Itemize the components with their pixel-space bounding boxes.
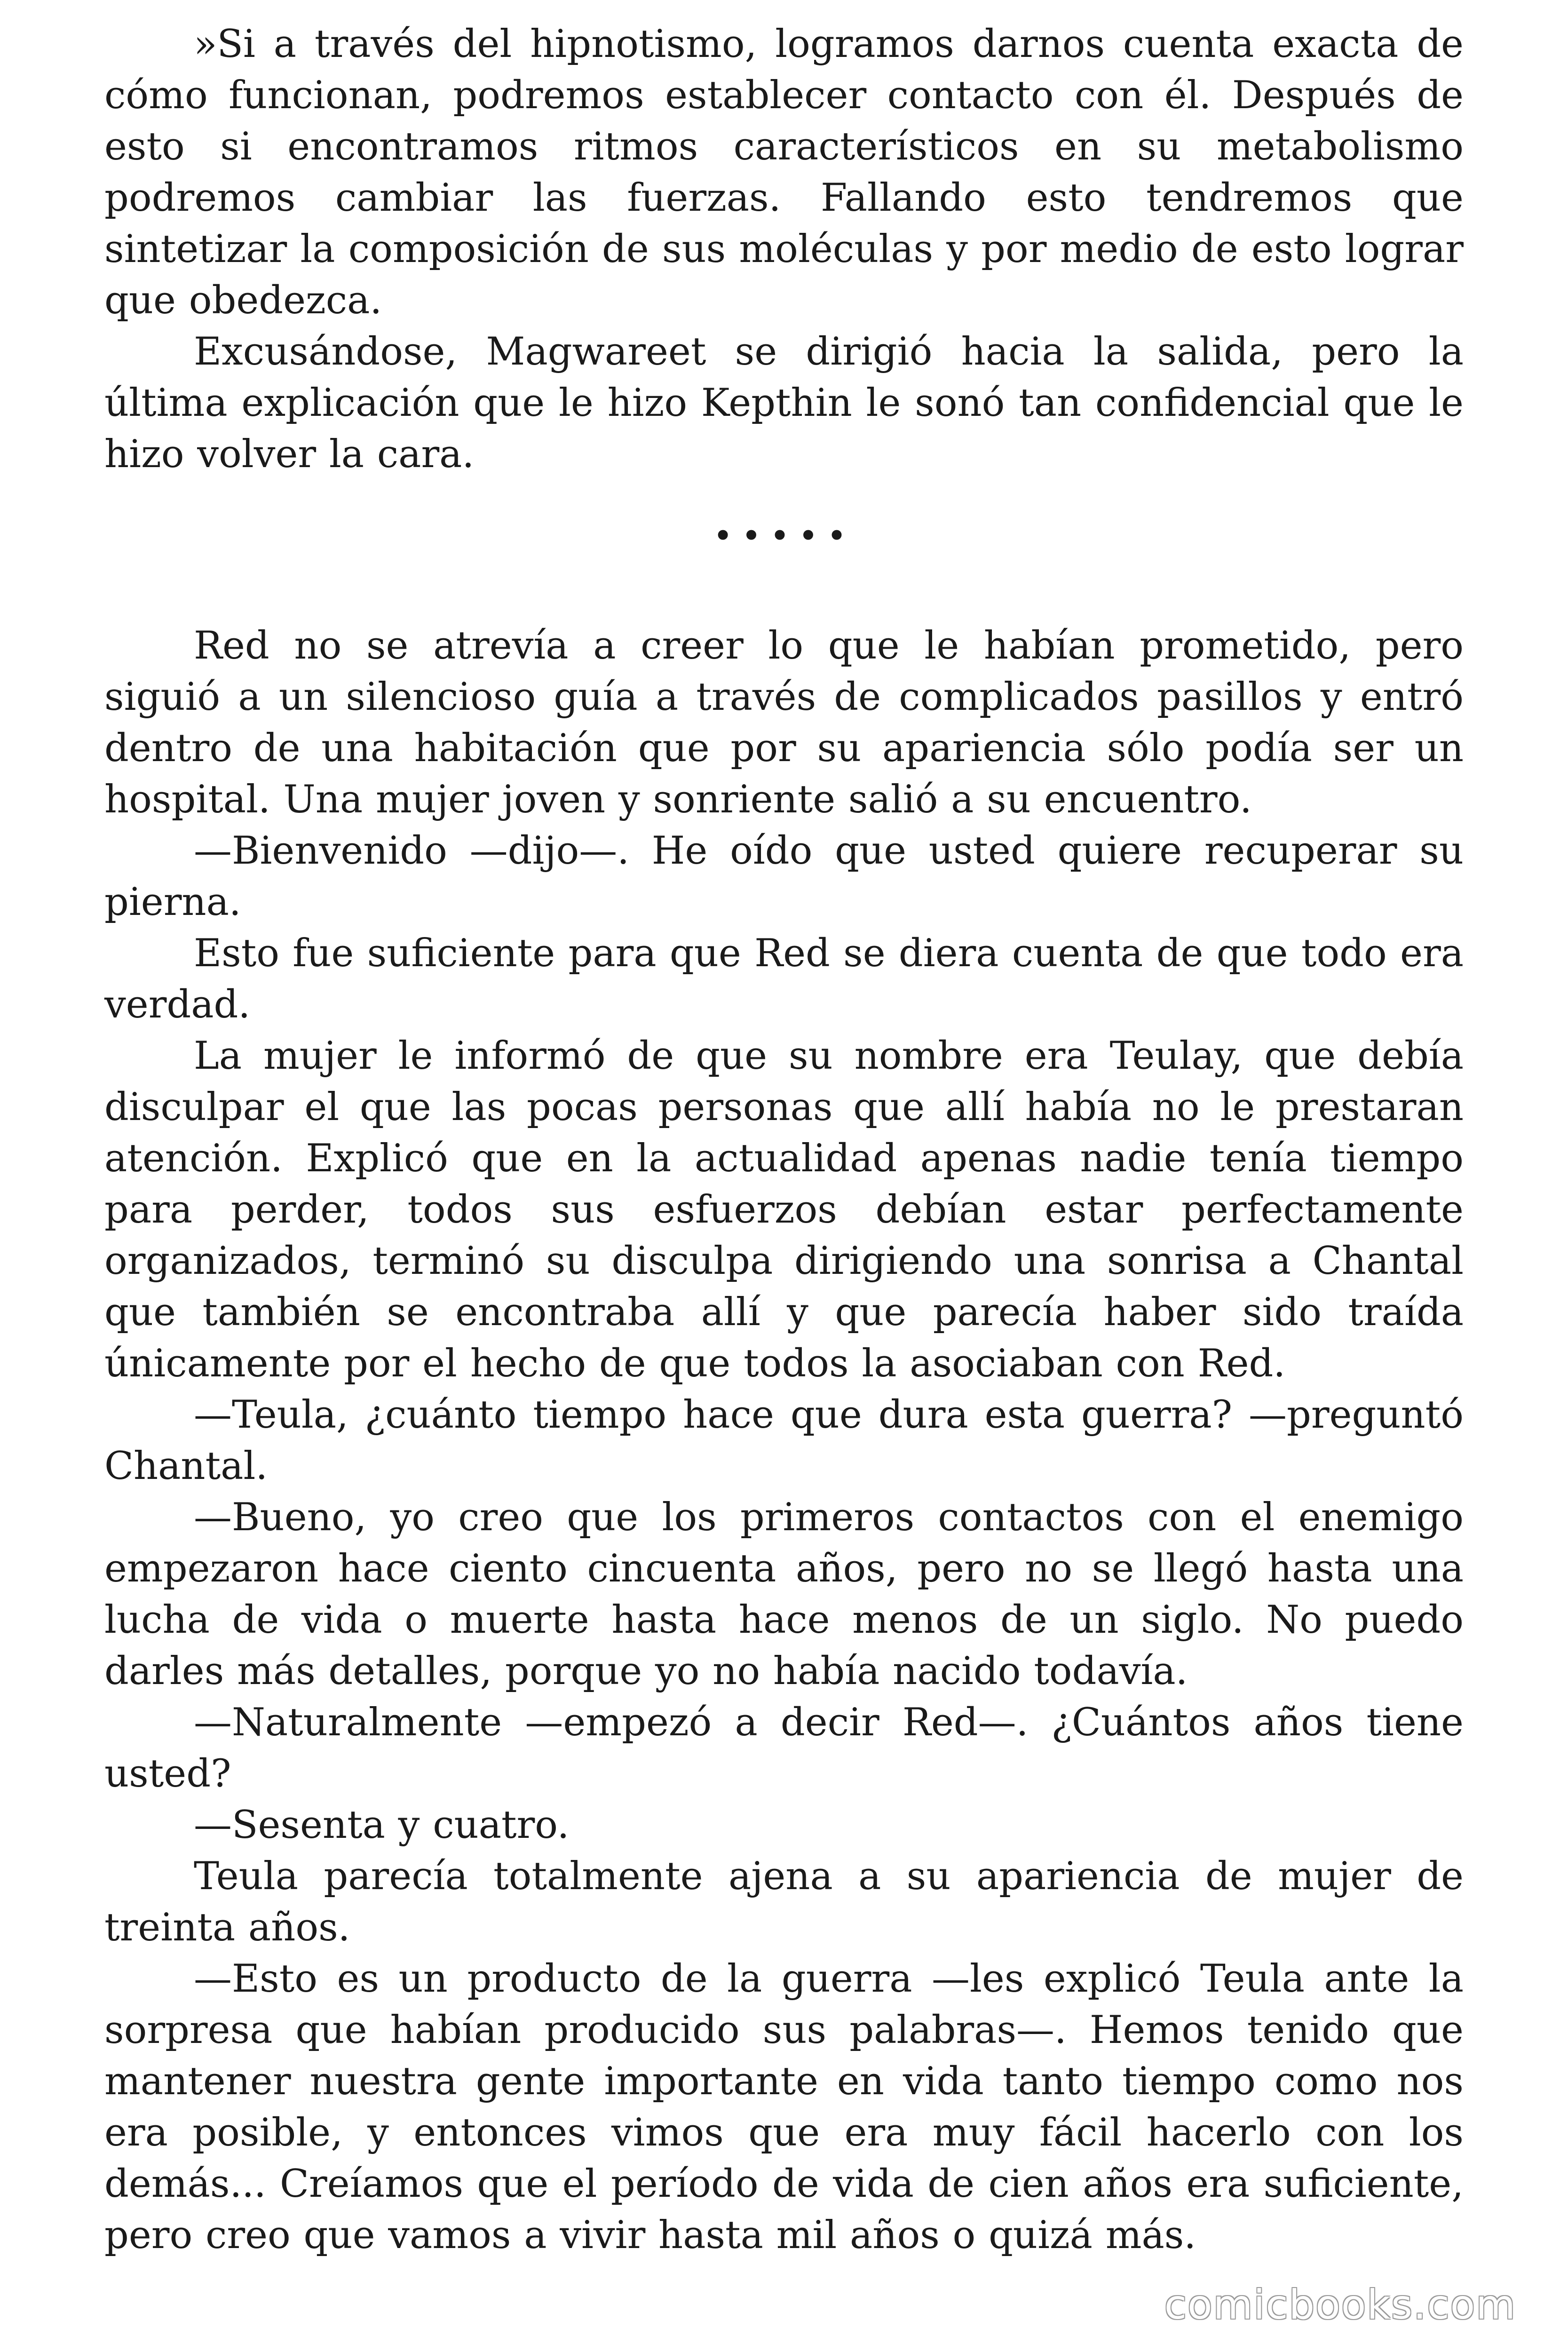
paragraph: Red no se atrevía a creer lo que le habían prometido, pero siguió a un silencioso guía a través de complicados pasillos y entró dentro de una habitación que por su apariencia sólo podía ser un hospital. Una mujer joven y sonriente salió a su encuentro.	[104, 624, 1464, 822]
paragraph: —Esto es un producto de la guerra —les explicó Teula ante la sorpresa que habían producido sus palabras—. Hemos tenido que mantener nuestra gente importante en vida tanto tiempo como nos era posible, y entonces vimos que era muy fácil hacerlo con los demás... Creíamos que el período de vida de cien años era suficiente, pero creo que vamos a vivir hasta mil años o quizá más.	[104, 1957, 1464, 2257]
section-one	[104, 19, 1464, 480]
paragraph: Teula parecía totalmente ajena a su apariencia de mujer de treinta años.	[104, 1854, 1464, 1950]
paragraph: —Sesenta y cuatro.	[194, 1803, 570, 1847]
paragraph: —Naturalmente —empezó a decir Red—. ¿Cuántos años tiene usted?	[104, 1700, 1464, 1796]
paragraph: —Bueno, yo creo que los primeros contactos con el enemigo empezaron hace ciento cincuenta años, pero no se llegó hasta una lucha de vida o muerte hasta hace menos de un siglo. No puedo darles más detalles, porque yo no había nacido todavía.	[104, 1495, 1464, 1693]
paragraph: La mujer le informó de que su nombre era Teulay, que debía disculpar el que las pocas personas que allí había no le prestaran atención. Explicó que en la actualidad apenas nadie tenía tiempo para perder, todos sus esfuerzos debían estar perfectamente organizados, terminó su disculpa dirigiendo una sonrisa a Chantal que también se encontraba allí y que parecía haber sido traída únicamente por el hecho de que todos la asociaban con Red.	[104, 1034, 1464, 1386]
section-separator: •••••	[713, 516, 855, 556]
section-two	[104, 620, 1464, 2261]
paragraph: »Si a través del hipnotismo, logramos darnos cuenta exacta de cómo funcionan, podremos establecer contacto con él. Después de esto si encontramos ritmos característicos en su metabolismo podremos cambiar las fuerzas. Fallando esto tendremos que sintetizar la composición de sus moléculas y por medio de esto lograr que obedezca.	[104, 22, 1464, 323]
book-page	[104, 19, 1464, 2261]
paragraph: —Bienvenido —dijo—. He oído que usted quiere recuperar su pierna.	[104, 829, 1464, 924]
paragraph: —Teula, ¿cuánto tiempo hace que dura esta guerra? —preguntó Chantal.	[104, 1393, 1464, 1488]
watermark-logo: comicbooks.com	[1164, 2281, 1516, 2328]
paragraph: Excusándose, Magwareet se dirigió hacia la salida, pero la última explicación que le hizo Kepthin le sonó tan confidencial que le hizo volver la cara.	[104, 330, 1464, 477]
paragraph: Esto fue suficiente para que Red se diera cuenta de que todo era verdad.	[104, 931, 1464, 1027]
